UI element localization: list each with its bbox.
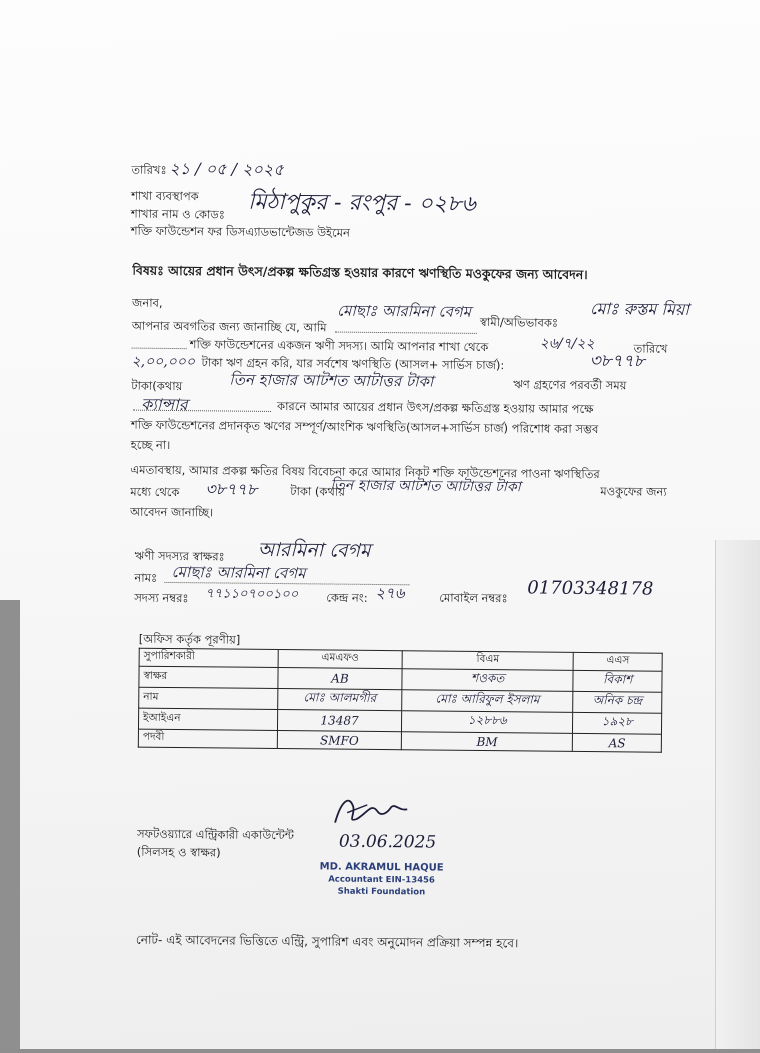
seal-title: Accountant EIN-13456 <box>328 874 435 886</box>
member-name-label: নামঃ <box>134 570 158 585</box>
office-table <box>138 648 663 753</box>
accountant-seal-label: (সিলসহ ও স্বাক্ষর) <box>136 844 221 860</box>
date-label: তারিখঃ <box>131 162 167 177</box>
seal-name: MD. AKRAMUL HAQUE <box>319 861 444 874</box>
member-signature: আরমিনা বেগম <box>257 538 371 562</box>
damage-cause: ক্যান্সার <box>141 394 188 415</box>
para1-line1-a: আপনার অবগতির জন্য জানাচ্ছি যে, আমি <box>131 318 327 335</box>
table-cell: মোঃ আরিফুল ইসলাম <box>402 690 574 713</box>
org-name: শক্তি ফাউন্ডেশন ফর ডিসএ্যাডভান্টেজড উইমেন <box>130 223 350 240</box>
accountant-sign-date: 03.06.2025 <box>338 831 437 853</box>
para1-line2-a: শক্তি ফাউন্ডেশনের একজন ঋণী সদস্য। আমি আপনার শাখা থেকে <box>189 337 489 355</box>
table-cell: AS <box>573 733 662 752</box>
para2-line3: আবেদন জানাচ্ছি। <box>130 504 214 520</box>
table-cell: শওকত <box>402 669 574 692</box>
table-cell: 13487 <box>277 710 401 732</box>
accountant-label: সফটওয়্যারে এন্ট্রিকারী একাউন্টেন্ট <box>136 826 294 843</box>
office-caption: [অফিস কর্তৃক পূরণীয়] <box>138 631 241 647</box>
member-sign-label: ঋণী সদস্যর স্বাক্ষরঃ <box>134 548 225 564</box>
accountant-signature-icon <box>327 793 417 834</box>
branch-name-label: শাখার নাম ও কোডঃ <box>130 206 226 222</box>
seal-org: Shakti Foundation <box>337 886 426 898</box>
para2-line2-c: মওকুফের জন্য <box>600 484 667 499</box>
table-header-cell: এমএফও <box>278 650 402 669</box>
waive-amount: ৩৮৭৭৮ <box>205 479 258 499</box>
date-value: ২১ / ০৫ / ২০২৫ <box>169 158 284 180</box>
member-no-label: সদস্য নম্বরঃ <box>134 590 189 606</box>
table-cell: ১২৮৮৬ <box>401 711 573 734</box>
para2-line1: এমতাবস্থায়, আমার প্রকল্প ক্ষতির বিষয় বিবেচনা করে আমার নিকট শক্তি ফাউন্ডেশনের পাওনা ঋণস্থিতির <box>130 462 600 482</box>
para1-line4-a: টাকা(কথায় <box>131 378 183 394</box>
loan-balance: ৩৮৭৭৮ <box>589 351 645 372</box>
table-cell: AB <box>278 668 402 690</box>
table-row <box>138 729 661 752</box>
table-cell: BM <box>401 732 573 752</box>
loan-date: ২৬/৭/২২ <box>539 335 595 353</box>
center-label: কেন্দ্র নং: <box>326 590 368 605</box>
member-no-value: ৭৭১১০৭০০১০০ <box>205 586 299 603</box>
subject-line: বিষয়ঃ আয়ের প্রধান উৎস/প্রকল্প ক্ষতিগ্রস্ত হওয়ার কারণে ঋণস্থিতি মওকুফের জন্য আবেদন। <box>132 262 588 282</box>
row-label: নাম <box>139 687 278 709</box>
waive-in-words: তিন হাজার আটশত আটাত্তর টাকা <box>330 477 521 496</box>
table-cell: বিকাশ <box>573 670 662 692</box>
table-header-cell: এএস <box>573 652 662 671</box>
mobile-value: 01703348178 <box>527 577 654 600</box>
table-cell: মোঃ আলমগীর <box>278 689 402 711</box>
table-cell: ১৯২৮ <box>573 712 662 734</box>
para1-line5-a: কারনে আমার আয়ের প্রধান উৎস/প্রকল্প ক্ষতিগ্রস্ত হওয়ায় আমার পক্ষে <box>277 399 594 417</box>
para1-line1-b: স্বামী/অভিভাবকঃ <box>479 314 559 330</box>
para1-line3-a: টাকা ঋণ গ্রহন করি, যার সর্বশেষ ঋণস্থিতি (আসল+ সার্ভিস চার্জ): <box>201 355 505 373</box>
table-cell: SMFO <box>277 731 401 750</box>
guardian-name: মোঃ রুস্তম মিয়া <box>589 299 690 319</box>
row-label: ইআইএন <box>138 708 277 730</box>
salutation: জনাব, <box>132 295 163 310</box>
para2-line2-b: টাকা (কথায় <box>290 484 346 499</box>
footer-note: নোট- এই আবেদনের ভিত্তিতে এন্ট্রি, সুপারিশ এবং অনুমোদন প্রক্রিয়া সম্পন্ন হবে। <box>135 932 519 951</box>
balance-in-words: তিন হাজার আটশত আটাত্তর টাকা <box>229 370 434 391</box>
member-name-inline: মোছাঃ আরমিনা বেগম <box>336 301 472 321</box>
mobile-label: মোবাইল নম্বরঃ <box>439 590 508 606</box>
center-value: ২৭৬ <box>375 583 405 603</box>
para1-line4-b: ঋণ গ্রহণের পরবর্তী সময় <box>513 377 627 393</box>
para1-line7: হচ্ছে না। <box>130 437 171 452</box>
branch-name-value: মিঠাপুকুর - রংপুর - ০২৮৬ <box>247 189 476 217</box>
accountant-seal <box>316 861 446 898</box>
para1-line6: শক্তি ফাউন্ডেশনের প্রদানকৃত ঋণের সম্পূর্ণ/আংশিক ঋণস্থিতি(আসল+সার্ভিস চার্জ) পরিশোধ করা সম্ভব <box>130 417 599 437</box>
loan-amount: ২,০০,০০০ <box>131 353 196 371</box>
table-header-cell: বিএম <box>402 651 574 671</box>
table-header-cell: সুপারিশকারী <box>139 648 278 667</box>
row-label: স্বাক্ষর <box>139 666 278 688</box>
member-name-value: মোছাঃ আরমিনা বেগম <box>171 563 306 583</box>
row-label: পদবী <box>138 729 277 748</box>
para1-line2-b: তারিখে <box>633 341 668 356</box>
fill-line <box>335 332 477 334</box>
table-cell: অনিক চন্দ্র <box>573 691 662 713</box>
branch-manager-label: শাখা ব্যবস্থাপক <box>131 188 199 204</box>
para2-line2-a: মধ্যে থেকে <box>130 484 180 500</box>
